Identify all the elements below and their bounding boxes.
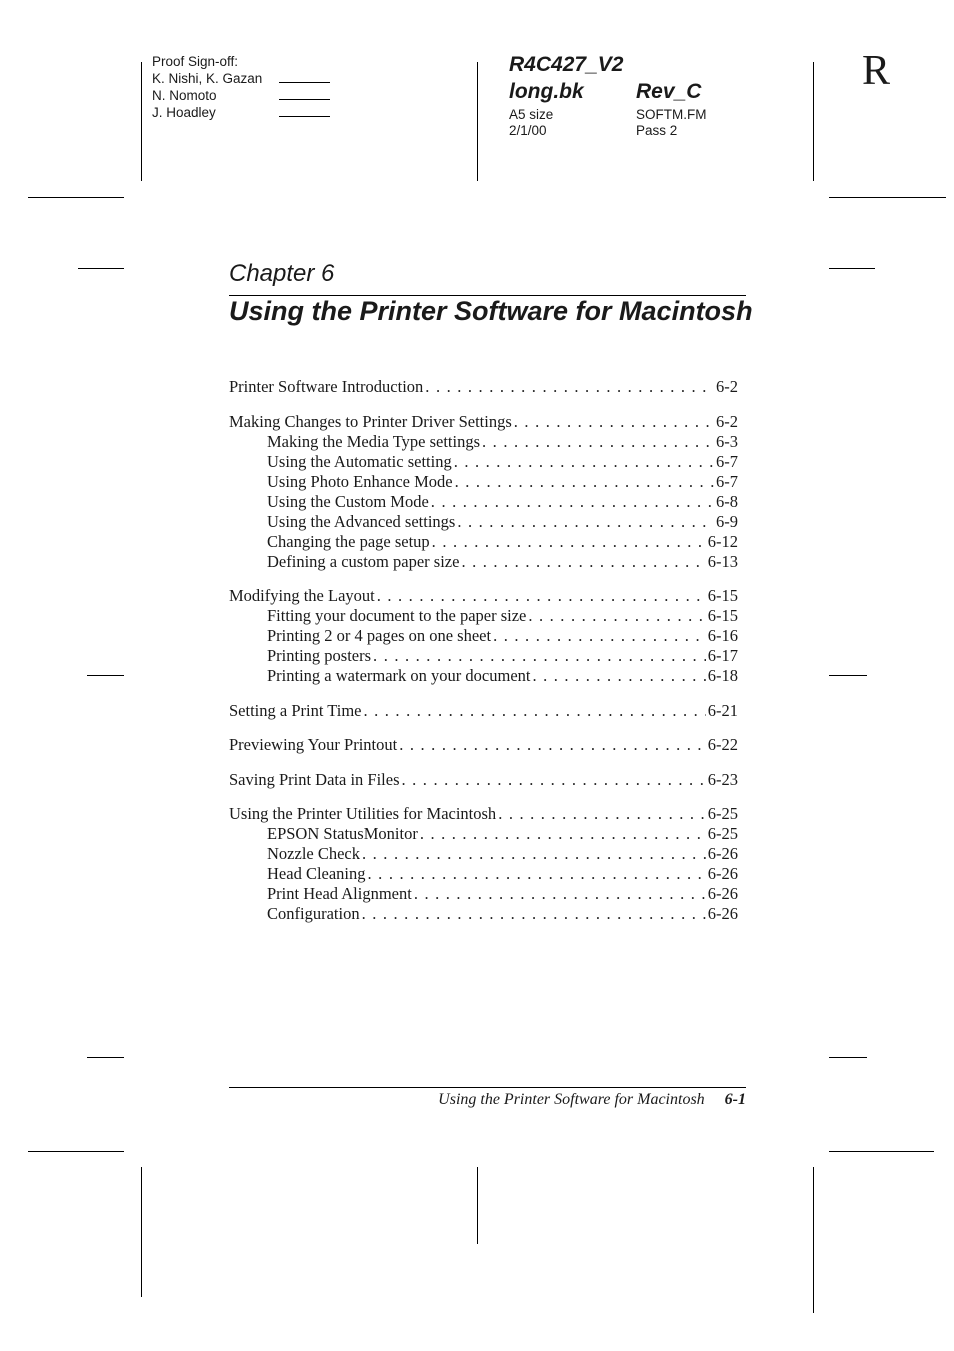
toc-entry bbox=[229, 666, 738, 686]
signature-blank bbox=[279, 116, 330, 117]
crop-mark bbox=[813, 62, 814, 181]
toc-entry bbox=[229, 804, 738, 824]
toc-entry bbox=[229, 532, 738, 552]
toc-leader-dots bbox=[431, 492, 714, 512]
signature-blank bbox=[279, 82, 330, 83]
toc-entry-page: 6-12 bbox=[707, 531, 738, 551]
toc-entry bbox=[229, 864, 738, 884]
trim-mark bbox=[78, 268, 124, 269]
toc-entry-label: Printing 2 or 4 pages on one sheet bbox=[267, 626, 492, 645]
toc-entry-page: 6-15 bbox=[707, 606, 738, 625]
toc-leader-dots bbox=[362, 844, 706, 864]
toc-entry-page: 6-21 bbox=[707, 700, 738, 720]
toc-entry bbox=[229, 586, 738, 606]
toc-leader-dots bbox=[420, 824, 706, 844]
toc-entry-page: 6-26 bbox=[707, 904, 738, 923]
toc-entry-page: 6-8 bbox=[716, 491, 738, 511]
proof-signoff bbox=[152, 53, 262, 121]
toc-entry-label: Print Head Alignment bbox=[267, 884, 412, 903]
toc-entry-page: 6-7 bbox=[716, 451, 738, 471]
toc-entry-label: Fitting your document to the paper size bbox=[267, 606, 527, 625]
toc-entry-page: 6-2 bbox=[716, 411, 738, 431]
table-of-contents bbox=[229, 377, 738, 924]
toc-leader-dots bbox=[363, 701, 705, 721]
toc-entry-page: 6-15 bbox=[707, 586, 738, 605]
toc-entry-label: Printer Software Introduction bbox=[229, 377, 424, 396]
page-number: 6-1 bbox=[724, 1091, 746, 1108]
proof-title: Proof Sign-off: bbox=[152, 54, 239, 69]
page-footer bbox=[229, 1089, 746, 1111]
toc-entry-label: Using the Printer Utilities for Macintosh bbox=[229, 804, 497, 823]
page-size: A5 size bbox=[509, 107, 554, 122]
crop-mark bbox=[829, 1151, 934, 1152]
toc-entry bbox=[229, 824, 738, 844]
toc-leader-dots bbox=[368, 864, 706, 884]
signature-blank bbox=[279, 99, 330, 100]
toc-entry bbox=[229, 646, 738, 666]
toc-entry-label: Making the Media Type settings bbox=[267, 431, 481, 451]
toc-entry bbox=[229, 884, 738, 904]
crop-mark bbox=[477, 62, 478, 181]
toc-leader-dots bbox=[425, 377, 714, 397]
toc-entry bbox=[229, 770, 738, 790]
toc-entry bbox=[229, 472, 738, 492]
trim-mark bbox=[87, 1057, 124, 1058]
toc-entry bbox=[229, 432, 738, 452]
revision: Rev_C bbox=[636, 80, 702, 103]
toc-leader-dots bbox=[414, 884, 706, 904]
toc-leader-dots bbox=[493, 626, 706, 646]
toc-leader-dots bbox=[455, 472, 714, 492]
toc-leader-dots bbox=[377, 586, 706, 606]
crop-mark bbox=[813, 1167, 814, 1313]
toc-entry-label: Using Photo Enhance Mode bbox=[267, 471, 453, 491]
signer-name: N. Nomoto bbox=[152, 88, 217, 103]
crop-mark bbox=[141, 62, 142, 181]
trim-mark bbox=[87, 675, 124, 676]
toc-leader-dots bbox=[461, 552, 705, 572]
toc-leader-dots bbox=[432, 532, 706, 552]
toc-entry-page: 6-13 bbox=[707, 551, 738, 571]
toc-entry-page: 6-23 bbox=[707, 769, 738, 789]
chapter-label: Chapter 6 bbox=[229, 260, 335, 287]
crop-mark bbox=[28, 1151, 124, 1152]
toc-leader-dots bbox=[399, 735, 706, 755]
toc-entry-label: Nozzle Check bbox=[267, 844, 360, 863]
file-name: SOFTM.FM bbox=[636, 107, 707, 122]
toc-entry-page: 6-25 bbox=[707, 804, 738, 823]
toc-entry-page: 6-9 bbox=[716, 511, 738, 531]
toc-entry-label: EPSON StatusMonitor bbox=[267, 824, 418, 843]
footer-rule bbox=[229, 1087, 746, 1088]
toc-entry-label: Changing the page setup bbox=[267, 531, 430, 551]
toc-entry bbox=[229, 626, 738, 646]
toc-entry-label: Previewing Your Printout bbox=[229, 735, 398, 754]
toc-entry-label: Using the Advanced settings bbox=[267, 511, 456, 531]
trim-mark bbox=[829, 268, 875, 269]
toc-leader-dots bbox=[373, 646, 706, 666]
doc-date: 2/1/00 bbox=[509, 123, 547, 138]
toc-entry-page: 6-22 bbox=[707, 735, 738, 754]
toc-entry-page: 6-7 bbox=[716, 471, 738, 491]
toc-entry-label: Printing posters bbox=[267, 646, 372, 665]
toc-entry bbox=[229, 492, 738, 512]
toc-entry-page: 6-17 bbox=[707, 646, 738, 665]
toc-entry-label: Making Changes to Printer Driver Settings bbox=[229, 411, 512, 431]
signer-name: J. Hoadley bbox=[152, 105, 216, 120]
toc-leader-dots bbox=[457, 512, 714, 532]
corner-mark: R bbox=[862, 48, 891, 94]
toc-entry-label: Saving Print Data in Files bbox=[229, 769, 400, 789]
toc-entry bbox=[229, 606, 738, 626]
toc-leader-dots bbox=[498, 804, 706, 824]
signer-name: K. Nishi, K. Gazan bbox=[152, 71, 263, 86]
crop-mark bbox=[829, 197, 946, 198]
toc-entry-page: 6-2 bbox=[716, 377, 738, 396]
toc-entry-label: Configuration bbox=[267, 904, 360, 923]
toc-entry-page: 6-25 bbox=[707, 824, 738, 843]
toc-leader-dots bbox=[454, 452, 714, 472]
toc-entry-page: 6-3 bbox=[716, 431, 738, 451]
toc-entry-page: 6-26 bbox=[707, 864, 738, 883]
trim-mark bbox=[829, 675, 867, 676]
toc-entry-page: 6-16 bbox=[707, 626, 738, 645]
toc-leader-dots bbox=[532, 666, 705, 686]
toc-leader-dots bbox=[482, 432, 714, 452]
toc-leader-dots bbox=[514, 412, 714, 432]
toc-entry-label: Head Cleaning bbox=[267, 864, 366, 883]
toc-entry-label: Defining a custom paper size bbox=[267, 551, 460, 571]
toc-entry-label: Using the Custom Mode bbox=[267, 491, 429, 511]
chapter-title: Using the Printer Software for Macintosh bbox=[229, 296, 753, 326]
toc-entry bbox=[229, 452, 738, 472]
toc-entry-page: 6-26 bbox=[707, 844, 738, 863]
toc-entry bbox=[229, 735, 738, 755]
toc-entry bbox=[229, 904, 738, 924]
toc-entry-label: Using the Automatic setting bbox=[267, 451, 452, 471]
crop-mark bbox=[477, 1167, 478, 1244]
toc-leader-dots bbox=[402, 770, 706, 790]
crop-mark bbox=[28, 197, 124, 198]
toc-entry bbox=[229, 512, 738, 532]
toc-entry-label: Printing a watermark on your document bbox=[267, 666, 531, 685]
toc-entry-page: 6-18 bbox=[707, 666, 738, 685]
toc-entry bbox=[229, 377, 738, 397]
book-name: long.bk bbox=[509, 80, 584, 103]
running-title: Using the Printer Software for Macintosh bbox=[438, 1091, 705, 1108]
toc-leader-dots bbox=[528, 606, 705, 626]
toc-entry-page: 6-26 bbox=[707, 884, 738, 903]
toc-entry bbox=[229, 552, 738, 572]
toc-entry bbox=[229, 412, 738, 432]
trim-mark bbox=[829, 1057, 867, 1058]
pass-number: Pass 2 bbox=[636, 123, 678, 138]
crop-mark bbox=[141, 1167, 142, 1297]
toc-entry bbox=[229, 844, 738, 864]
toc-entry-label: Setting a Print Time bbox=[229, 700, 362, 720]
toc-entry bbox=[229, 701, 738, 721]
toc-entry-label: Modifying the Layout bbox=[229, 586, 375, 605]
doc-id: R4C427_V2 bbox=[509, 53, 624, 76]
toc-leader-dots bbox=[362, 904, 706, 924]
